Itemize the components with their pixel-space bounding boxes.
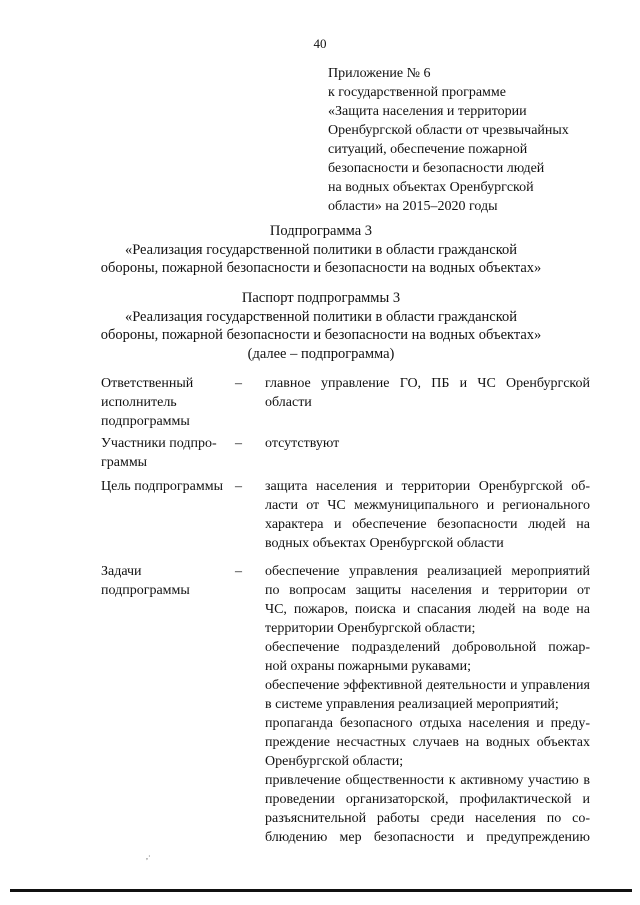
row-dash: – bbox=[235, 479, 242, 494]
page-number: 40 bbox=[313, 36, 327, 51]
subprogram-title-line: обороны, пожарной безопасности и безопасности на водных объектах» bbox=[100, 260, 542, 276]
bottom-scan-edge bbox=[10, 889, 632, 892]
row-value-line: разъяснительной работы среди населения по со- bbox=[265, 811, 590, 826]
row-value-line: области bbox=[265, 395, 312, 410]
row-label bbox=[101, 374, 229, 431]
row-value-line: территории Оренбургской области; bbox=[265, 621, 476, 636]
row-value-line: главное управление ГО, ПБ и ЧС Оренбургской bbox=[265, 376, 590, 391]
row-value-line: защита населения и территории Оренбургской об- bbox=[265, 479, 590, 494]
annex-line: безопасности и безопасности людей bbox=[328, 161, 545, 176]
annex-line: области» на 2015–2020 годы bbox=[328, 199, 498, 214]
row-value bbox=[265, 477, 590, 553]
annex-line: Приложение № 6 bbox=[328, 66, 431, 81]
passport-title-line: (далее – подпрограмма) bbox=[247, 345, 395, 362]
subprogram-title-line: «Реализация государственной политики в области гражданской bbox=[124, 241, 518, 258]
subprogram-title bbox=[0, 222, 640, 278]
row-label bbox=[101, 477, 229, 496]
row-value-line: характера и обеспечение безопасности людей на bbox=[265, 517, 590, 532]
row-value-line: обеспечение подразделений добровольной пожар- bbox=[265, 640, 590, 655]
annex-line: Оренбургской области от чрезвычайных bbox=[328, 123, 569, 138]
row-value-line: блюдению мер безопасности и предупреждению bbox=[265, 830, 590, 845]
row-label-line: Участники подпро- bbox=[101, 436, 217, 451]
annex-header bbox=[328, 64, 569, 216]
passport-title-line: «Реализация государственной политики в области гражданской bbox=[124, 308, 518, 325]
annex-line: на водных объектах Оренбургской bbox=[328, 180, 534, 195]
row-value-line: Оренбургской области; bbox=[265, 754, 404, 769]
row-value-line: водных объектах Оренбургской области bbox=[265, 536, 504, 551]
row-value bbox=[265, 374, 590, 412]
row-value-line: ласти от ЧС межмуниципального и регионального bbox=[265, 498, 590, 513]
row-label-line: Ответственный bbox=[101, 376, 194, 391]
row-value-line: привлечение общественности к активному участию в bbox=[265, 773, 590, 788]
row-value-line: ЧС, пожаров, поиска и спасания людей на воде на bbox=[265, 602, 590, 617]
row-value-line: в системе управления реализацией мероприятий; bbox=[265, 697, 559, 712]
scan-speck: ,· bbox=[146, 852, 151, 861]
subprogram-title-line: Подпрограмма 3 bbox=[269, 223, 373, 239]
row-label-line: Задачи bbox=[101, 564, 142, 579]
row-label-line: граммы bbox=[101, 455, 148, 470]
row-value-line: преждение несчастных случаев на водных объектах bbox=[265, 735, 590, 750]
row-label-line: подпрограммы bbox=[101, 414, 190, 429]
row-label-line: исполнитель bbox=[101, 395, 177, 410]
annex-line: «Защита населения и территории bbox=[328, 104, 527, 119]
row-label bbox=[101, 562, 229, 600]
annex-line: к государственной программе bbox=[328, 85, 506, 100]
row-value-line: пропаганда безопасного отдыха населения и преду- bbox=[265, 716, 590, 731]
row-value-line: отсутствуют bbox=[265, 436, 340, 451]
passport-title bbox=[0, 289, 640, 363]
row-label bbox=[101, 434, 229, 472]
passport-title-line: обороны, пожарной безопасности и безопасности на водных объектах» bbox=[100, 327, 542, 343]
annex-line: ситуаций, обеспечение пожарной bbox=[328, 142, 528, 157]
row-dash: – bbox=[235, 376, 242, 391]
row-label-line: подпрограммы bbox=[101, 583, 190, 598]
row-value-line: обеспечение эффективной деятельности и управления bbox=[265, 678, 590, 693]
row-value-line: обеспечение управления реализацией мероприятий bbox=[265, 564, 590, 579]
row-value-line: проведении организаторской, профилактической и bbox=[265, 792, 590, 807]
row-dash: – bbox=[235, 436, 242, 451]
row-label-line: Цель подпрограммы bbox=[101, 479, 223, 494]
row-value-line: ной охраны пожарными рукавами; bbox=[265, 659, 472, 674]
row-value-line: по вопросам защиты населения и территории от bbox=[265, 583, 590, 598]
passport-title-line: Паспорт подпрограммы 3 bbox=[241, 290, 401, 306]
row-dash: – bbox=[235, 564, 242, 579]
row-value bbox=[265, 562, 590, 847]
row-value bbox=[265, 434, 590, 453]
